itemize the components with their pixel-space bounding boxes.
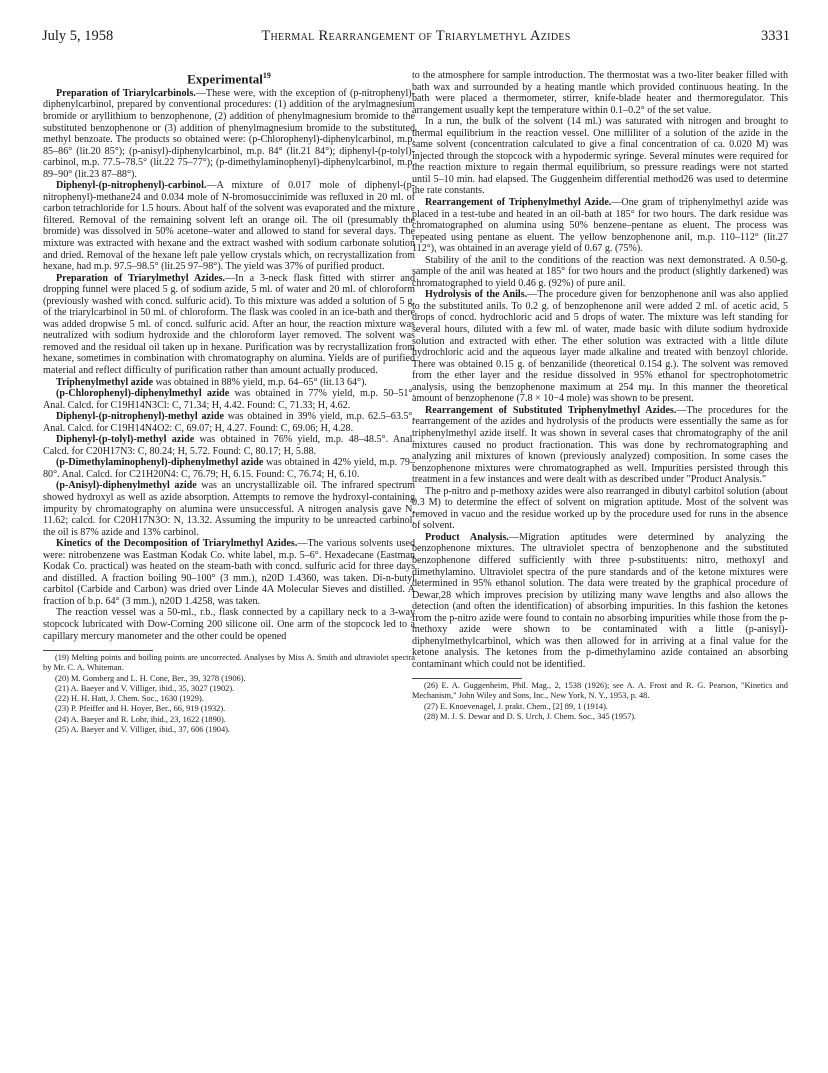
- footnote: (22) H. H. Hatt, J. Chem. Soc., 1630 (1929).: [55, 694, 204, 704]
- paragraph: [43, 607, 415, 642]
- paragraph: [43, 538, 415, 607]
- right-footnotes: [412, 672, 788, 722]
- paragraph-text: —In a 3-neck flask fitted with stirrer and dropping funnel were placed 5 g. of sodium azide, 5 ml. of water and 20 ml. of chloroform (previously washed with concd. sulfuric acid). To this mixture was added a solution of 5 g. of the triarylcarbinol in 50 ml. of chloroform. The flask was cooled in an ice-bath and there was added dropwise 5 ml. of concd. sulfuric acid. After an hour, the reaction mixture was neutralized with sodium hydroxide and the chloroform layer removed. The solvent was removed and the residual oil taken up in hexane. Purification was by recrystallization from hexane, sometimes in combination with chromatography on alumina. Yields are of purified material and reflect difficulty of purification rather than amount actually produced.: [43, 272, 415, 376]
- footnote: (25) A. Baeyer and V. Villiger, ibid., 37, 606 (1904).: [55, 725, 231, 735]
- footnote: (27) E. Knoevenagel, J. prakt. Chem., [2] 89, 1 (1914).: [424, 701, 608, 711]
- right-column: [412, 70, 788, 670]
- right-paragraphs: [412, 70, 788, 670]
- run-in-heading: (p-Anisyl)-diphenylmethyl azide: [56, 480, 197, 492]
- paragraph-text: —One gram of triphenylmethyl azide was placed in a test-tube and heated in an oil-bath at 185° for two hours. The dark residue was chromatographed on alumina using 50% benzene–pentane as eluent. The process was repeated using pentane as eluent. The yellow benzophenone anil, m.p. 110–112° (lit.27 112°), was obtained in an average yield of 0.67 g. (75%).: [412, 197, 788, 255]
- header-date: July 5, 1958: [42, 28, 114, 44]
- paragraph: [412, 255, 788, 290]
- footnote: (20) M. Gomberg and L. H. Cone, Ber., 39, 3278 (1906).: [55, 673, 246, 683]
- paragraph: [412, 532, 788, 671]
- run-in-heading: (p-Dimethylaminophenyl)-diphenylmethyl azide: [56, 457, 264, 469]
- run-in-heading: Preparation of Triarylmethyl Azides.: [56, 272, 226, 284]
- left-footnotes: [43, 644, 415, 735]
- paragraph: [412, 70, 788, 116]
- paragraph: [43, 180, 415, 272]
- footnote: (24) A. Baeyer and R. Lohr, ibid., 23, 1622 (1890).: [55, 714, 226, 724]
- paragraph-text: to the atmosphere for sample introduction. The thermostat was a two-liter beaker filled with bath wax and surrounded by a heating mantle which provided continuous heating. In the bath were placed a thermometer, stirrer, knife-blade heater and thermoregulator. This arrangement usually kept the temperature within 0.1–0.2° of the set value.: [412, 70, 788, 116]
- paragraph-text: The p-nitro and p-methoxy azides were also rearranged in dibutyl carbitol solution (about 0.3 M) to determine the effect of solvent on migration aptitude. Most of the solvent was removed in vacuo and the residue worked up by the procedure used for runs in the absence of solvent.: [412, 485, 788, 532]
- section-heading: Experimental$^{19}$: [187, 71, 271, 87]
- paragraph-text: The reaction vessel was a 50-ml., r.b., flask connected by a capillary neck to a 3-way stopcock lubricated with Dow-Corning 200 silicone oil. One arm of the stopcock led to a capillary mercury manometer and the other could be opened: [43, 607, 415, 642]
- paragraph-text: —The procedure given for benzophenone anil was also applied to the substituted anils. To 0.2 g. of benzophenone anil were added 2 ml. of acetic acid, 5 drops of concd. hydrochloric acid and 5 drops of water. The mixture was left standing for several hours, diluted with a few ml. of water, made basic with dilute sodium hydroxide solution and extracted with ether. The ether solution was extracted with a little dilute hydrochloric acid and the aqueous layer made alkaline and treated with benzoyl chloride. There was obtained 0.15 g. of benzanilide (theoretical 0.154 g.). The solvent was removed from the ether layer and the residue dissolved in 95% ethanol for spectrophotometric analysis, using the benzophenone maximum at 254 mμ. In this manner the theoretical amount of benzophenone (7.8 × 10−4 mole) was shown to be present.: [412, 289, 788, 405]
- footnote: (28) M. J. S. Dewar and D. S. Urch, J. Chem. Soc., 345 (1957).: [424, 711, 637, 721]
- left-column: [43, 70, 415, 642]
- paragraph: [43, 411, 415, 434]
- footnote: (19) Melting points and boiling points are uncorrected. Analyses by Miss A. Smith and ultraviolet spectra by Mr. C. A. Whiteman.: [43, 653, 415, 673]
- paragraph-text: was obtained in 42% yield, m.p. 79–80°. Anal. Calcd. for C21H20N4: C, 76.79; H, 6.15. Found: C, 76.74; H, 6.10.: [43, 457, 415, 480]
- paragraph-text: —The various solvents used were: nitrobenzene was Eastman Kodak Co. white label, m.p. 5–6°. Hexadecane (Eastman Kodak Co. practical) was heated on the steam-bath with concd. sulfuric acid for three days and distilled. A fraction boiling 90–100° (3 mm.), n20D 1.4360, was taken. Di-n-butyl carbitol (Carbide and Carbon) was dried over Linde 4A Molecular Sieves and distilled. A fraction of b.p. 64° (3 mm.), n20D 1.4258, was taken.: [43, 538, 415, 607]
- paragraph: [412, 289, 788, 404]
- paragraph: [412, 116, 788, 197]
- paragraph-text: Stability of the anil to the conditions of the reaction was next demonstrated. A 0.50-g. sample of the anil was heated at 185° for two hours and the product (slightly darkened) was chromatographed to yield 0.46 g. (92%) of pure anil.: [412, 254, 788, 289]
- page-number: 3331: [761, 28, 790, 44]
- paragraph-text: was obtained in 77% yield, m.p. 50–51°. Anal. Calcd. for C19H14N3Cl: C, 71.34; H, 4.42. Found: C, 71.33; H, 4.62.: [43, 388, 415, 411]
- paragraph: [43, 273, 415, 377]
- paragraph: [412, 405, 788, 486]
- header-title: Thermal Rearrangement of Triarylmethyl Azides: [261, 28, 571, 44]
- run-in-heading: Rearrangement of Triphenylmethyl Azide.: [425, 197, 612, 209]
- footnote: (26) E. A. Guggenheim, Phil. Mag., 2, 1538 (1926); see A. A. Frost and R. G. Pearson, "Kinetics and Mechanism," John Wiley and Sons, Inc., New York, N. Y., 1953, p. 48.: [412, 681, 788, 701]
- paragraph-text: —A mixture of 0.017 mole of diphenyl-(p-nitrophenyl)-methane24 and 0.034 mole of N-bromosuccinimide was refluxed in 20 ml. of carbon tetrachloride for 1.5 hours. About half of the solvent was evaporated and the mixture filtered. Removal of the remaining solvent left an orange oil. The oil (presumably the bromide) was dissolved in 50% acetone–water and allowed to stand for several days. The mixture was extracted with hexane and the extract washed with sodium carbonate solution and dried. Removal of the hexane left pale yellow crystals which, on recrystallization from hexane, had m.p. 97.5–98.5° (lit.25 97–98°). The yield was 37% of purified product.: [43, 180, 415, 273]
- paragraph-text: was obtained in 39% yield, m.p. 62.5–63.5°. Anal. Calcd. for C19H14N4O2: C, 69.07; H, 4.27. Found: C, 69.06; H, 4.28.: [43, 411, 415, 434]
- run-in-heading: Diphenyl-(p-nitrophenyl)-methyl azide: [56, 411, 224, 423]
- run-in-heading: Hydrolysis of the Anils.: [425, 289, 528, 301]
- paragraph: [412, 486, 788, 532]
- run-in-heading: (p-Chlorophenyl)-diphenylmethyl azide: [56, 388, 230, 400]
- paragraph: [412, 197, 788, 255]
- run-in-heading: Diphenyl-(p-nitrophenyl)-carbinol.: [56, 180, 207, 192]
- left-paragraphs: [43, 88, 415, 642]
- run-in-heading: Preparation of Triarylcarbinols.: [56, 87, 196, 99]
- run-in-heading: Rearrangement of Substituted Triphenylmethyl Azides.: [425, 404, 677, 416]
- paragraph-text: —These were, with the exception of (p-nitrophenyl)-diphenylcarbinol, prepared by conventional procedures: (1) addition of the arylmagnesium bromide or aryllithium to benzophenone, (2) addition of phenylmagnesium bromide to the substituted benzophenone or (3) addition of phenylmagnesium bromide to the substituted methyl benzoate. The products so obtained were: (p-Chlorophenyl)-diphenylcarbinol, m.p. 85–86° (lit.20 85°); (p-anisyl)-diphenylcarbinol, m.p. 84° (lit.21 84°); diphenyl-(p-tolyl)-carbinol, m.p. 77.5–78.5° (lit.22 75–77°); (p-dimethylaminophenyl)-diphenylcarbinol, m.p. 89–90° (lit.23 87–88°).: [43, 87, 416, 180]
- paragraph: [43, 377, 415, 389]
- run-in-heading: Diphenyl-(p-tolyl)-methyl azide: [56, 434, 195, 446]
- run-in-heading: Triphenylmethyl azide: [56, 376, 154, 388]
- run-in-heading: Product Analysis.: [425, 531, 509, 543]
- running-header: [42, 28, 790, 50]
- paragraph-text: was an uncrystallizable oil. The infrared spectrum showed hydroxyl as well as azide absorption. Attempts to remove the hydroxyl-containing impurity by chromatography on alumina were unsuccessful. A nitrogen analysis gave N, 11.62; calcd. for C20H17N3O: N, 13.32. Assuming the impurity to be unreacted carbinol, the oil is 87% azide and 13% carbinol.: [43, 480, 415, 538]
- paragraph-text: In a run, the bulk of the solvent (14 ml.) was saturated with nitrogen and brought to thermal equilibrium in the reaction vessel. One milliliter of a solution of the azide in the same solvent (concentration calculated to give a final concentration of ca. 0.020 M) was injected through the stopcock with a hypodermic syringe. Several minutes were required for the reaction mixture to regain thermal equilibrium, so pressure readings were not started until 5–10 min. had elapsed. The Guggenheim differential method26 was used to determine the rate constants.: [412, 116, 788, 197]
- footnote-rule: [412, 678, 522, 679]
- footnote: (23) P. Pfeiffer and H. Hoyer, Ber., 66, 919 (1932).: [55, 704, 226, 714]
- paragraph-text: —The procedures for the rearrangement of the azides and hydrolysis of the products were essentially the same as for triphenylmethyl azide itself. It was shown in several cases that chromatography of the anil mixtures caused no product fractionation. This was done by rechromatographing and analyzing anil mixtures of known (previously analyzed) composition. In some cases the benzophenone mixtures were chromatographed as well. Impurities persisted through this treatment in a few instances and were dealt with as described under "Product Analysis.": [412, 404, 788, 486]
- footnote: (21) A. Baeyer and V. Villiger, ibid., 35, 3027 (1902).: [55, 683, 235, 693]
- footnote-rule: [43, 650, 153, 651]
- run-in-heading: Kinetics of the Decomposition of Triarylmethyl Azides.: [56, 538, 298, 550]
- paragraph-text: was obtained in 88% yield, m.p. 64–65° (lit.13 64°).: [153, 376, 367, 388]
- paragraph: [43, 88, 415, 180]
- paragraph: [43, 480, 415, 538]
- paragraph: [43, 434, 415, 457]
- paragraph: [43, 388, 415, 411]
- paragraph-text: —Migration aptitudes were determined by analyzing the benzophenone mixtures. The ultraviolet spectra of benzophenone and the substituted benzophenone differed sufficiently with three p-substituents: nitro, methoxyl and dimethylamino. Ultraviolet spectra of the pure standards and of the ketone mixtures were determined in 95% ethanol solution. The data were treated by the graphical procedure of Dewar,28 which improves precision by utilizing many wave lengths and also allows the detection (and often the identification) of absorbing impurities. In this fashion the ketones from the p-nitro azide were found to contain no absorbing impurities while those from the p-methoxy azide were shown to be contaminated with a little (p-anisyl)-diphenylmethylcarbinol, which was then allowed for in arriving at a final value for the ketone analysis. The ketones from the p-dimethylamino azide contained an absorbing contaminant which could not be identified.: [412, 531, 788, 670]
- paragraph: [43, 457, 415, 480]
- paragraph-text: was obtained in 76% yield, m.p. 48–48.5°. Anal. Calcd. for C20H17N3: C, 80.24; H, 5.72. Found: C, 80.17; H, 5.88.: [43, 434, 415, 457]
